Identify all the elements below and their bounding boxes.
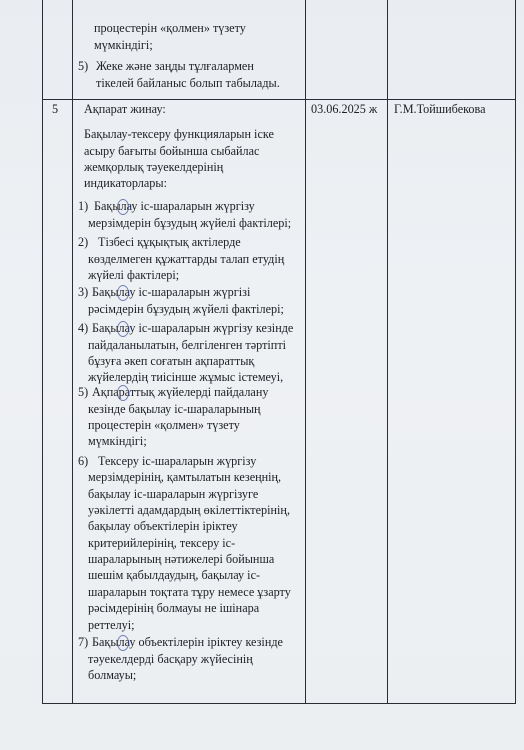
item-5-line-4: мүмкіндігі; [88, 434, 147, 448]
item-6-line-7: шараларының нәтижелері бойынша [88, 552, 275, 566]
item-7-number: 7) [78, 635, 89, 649]
table-border-left [42, 0, 43, 704]
row-title: Ақпарат жинау: [84, 102, 166, 116]
item-3-line-1: Бақылау іс-шараларын жүргізі [92, 285, 251, 299]
item-7-line-2: тәуекелдерді басқару жүйесінің [88, 652, 253, 666]
table-border-right [515, 0, 516, 704]
column-divider-2 [305, 0, 306, 704]
top-cell-item-line-2: тікелей байланыс болып табылады. [96, 76, 280, 90]
pen-mark-item-7 [117, 635, 129, 651]
pen-mark-item-3 [117, 285, 129, 301]
item-6-line-6: критерийлерінің, тексеру іс- [88, 536, 236, 550]
top-cell-line-1: процестерін «қолмен» түзету [94, 21, 246, 35]
item-1-line-2: мерзімдерін бұзудың жүйелі фактілері; [88, 216, 292, 230]
top-cell-item-number: 5) [78, 59, 89, 73]
item-4-number: 4) [78, 321, 89, 335]
row-responsible: Г.М.Тойшибекова [394, 102, 486, 116]
item-6-line-10: рәсімдерінің болмауы не ішінара [88, 601, 260, 615]
pen-mark-item-5 [117, 385, 129, 401]
pen-mark-item-1 [117, 199, 129, 215]
item-3-number: 3) [78, 285, 89, 299]
item-6-number: 6) [78, 454, 89, 468]
item-1-number: 1) [78, 199, 89, 213]
top-cell-line-2: мүмкіндігі; [94, 38, 153, 52]
column-divider-3 [387, 0, 388, 704]
intro-line-2: асыру бағыты бойынша сыбайлас [84, 144, 260, 158]
intro-line-3: жемқорлық тәуекелдерінің [84, 160, 224, 174]
item-3-line-2: рәсімдерін бұзудың жүйелі фактілері; [88, 302, 284, 316]
item-6-line-5: бақылау объектілерін іріктеу [88, 519, 238, 533]
item-7-line-1: Бақылау объектілерін іріктеу кезінде [92, 635, 283, 649]
item-2-line-1: Тізбесі құқықтық актілерде [98, 235, 241, 249]
item-6-line-9: шараларын тоқтата тұру немесе ұзарту [88, 585, 291, 599]
item-5-line-2: кезінде бақылау іс-шараларының [88, 402, 261, 416]
intro-line-4: индикаторлары: [84, 176, 167, 190]
item-5-number: 5) [78, 385, 89, 399]
row-date: 03.06.2025 ж [311, 102, 378, 116]
table-border-bottom [42, 703, 516, 704]
pen-mark-item-4 [117, 321, 129, 337]
item-6-line-2: мерзімдерінің, қамтылатын кезеңнің, [88, 470, 282, 484]
item-2-number: 2) [78, 235, 89, 249]
item-6-line-4: уәкілетті адамдардың өкілеттіктерінің, [88, 503, 291, 517]
item-5-line-1: Ақпараттық жүйелерді пайдалану [92, 385, 269, 399]
row-divider [42, 99, 516, 100]
item-2-line-2: көзделмеген құжаттарды талап етудің [88, 252, 285, 266]
item-4-line-2: пайдаланылатын, белгіленген тәртіпті [88, 338, 287, 352]
item-5-line-3: процестерін «қолмен» түзету [88, 418, 240, 432]
item-4-line-3: бұзуға әкеп соғатын ақпараттық [88, 354, 255, 368]
item-4-line-1: Бақылау іс-шараларын жүргізу кезінде [92, 321, 294, 335]
measures-table [42, 0, 516, 704]
item-6-line-8: шешім қабылдаудың, бақылау іс- [88, 568, 261, 582]
column-divider-1 [72, 0, 73, 704]
item-1-line-1: Бақылау іс-шараларын жүргізу [94, 199, 255, 213]
item-2-line-3: жүйелі фактілері; [88, 268, 180, 282]
intro-line-1: Бақылау-тексеру функцияларын іске [84, 127, 274, 141]
item-4-line-4: жүйелердің тиісінше жұмыс істемеуі, [88, 370, 284, 384]
row-number: 5 [52, 102, 59, 116]
item-6-line-1: Тексеру іс-шараларын жүргізу [98, 454, 257, 468]
item-7-line-3: болмауы; [88, 668, 137, 682]
top-cell-item-line-1: Жеке және заңды тұлғалармен [96, 59, 254, 73]
item-6-line-11: реттелуі; [88, 618, 135, 632]
item-6-line-3: бақылау іс-шараларын жүргізуге [88, 487, 259, 501]
